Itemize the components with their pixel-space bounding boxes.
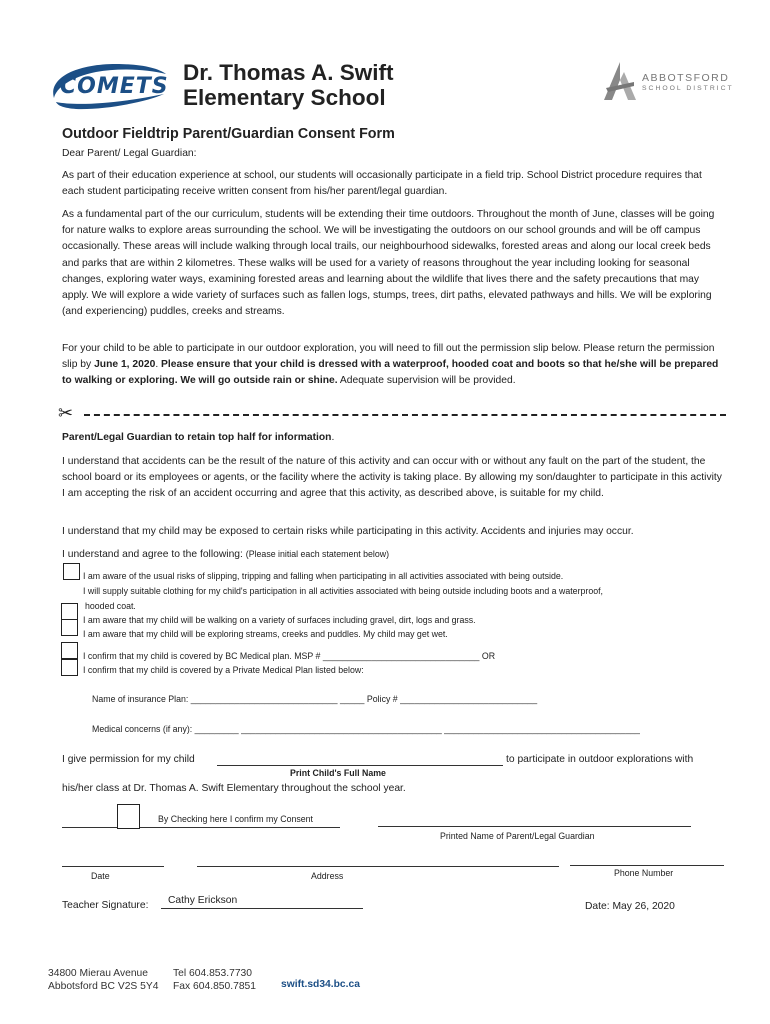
- teacher-name: Cathy Erickson: [168, 895, 238, 906]
- footer-tel: Tel 604.853.7730: [173, 968, 253, 979]
- clothing-requirement: Please ensure that your child is dressed with a waterproof, hooded coat and boots so that he/she will be prepared to walking or exploring. We will go outside rain or shine.: [62, 359, 719, 387]
- retain-note: Parent/Legal Guardian to retain top half for information.: [62, 432, 335, 443]
- agree-intro: I understand and agree to the following: (Please initial each statement below): [62, 549, 390, 560]
- form-title: Outdoor Fieldtrip Parent/Guardian Consent Form: [62, 126, 395, 142]
- understand-risks-paragraph: I understand that my child may be exposed to certain risks while participating in this activity. Accidents and injuries may occur.: [62, 526, 634, 537]
- address-label: Address: [311, 871, 344, 881]
- statement-clothing: I will supply suitable clothing for my child's participation in all activities associated with being outside including boots and a waterproof,: [83, 586, 603, 596]
- school-name-line1: Dr. Thomas A. Swift: [183, 60, 394, 85]
- scissors-icon: ✂: [58, 403, 74, 424]
- statement-streams: I am aware that my child will be exploring streams, creeks and puddles. My child may get wet.: [83, 629, 448, 639]
- cut-line-divider: [84, 414, 726, 416]
- date-field[interactable]: [62, 866, 164, 867]
- consent-checkbox[interactable]: [117, 804, 140, 829]
- date-label: Date: [91, 871, 110, 881]
- footer-fax: Fax 604.850.7851: [173, 981, 257, 992]
- footer-address-line1: 34800 Mierau Avenue: [48, 968, 148, 979]
- permission-end: to participate in outdoor explorations with: [506, 754, 694, 765]
- child-name-caption: Print Child's Full Name: [290, 768, 386, 778]
- initial-box-clothing[interactable]: [61, 603, 78, 620]
- medical-concerns-line[interactable]: Medical concerns (if any): _________ _________________________________________ ________________________________________: [92, 724, 640, 734]
- greeting: Dear Parent/ Legal Guardian:: [62, 148, 197, 159]
- return-date: June 1, 2020: [94, 359, 156, 371]
- statement-slipping: I am aware of the usual risks of slipping, tripping and falling when participating in all activities associated with being outside.: [83, 571, 564, 581]
- statement-msp: I confirm that my child is covered by BC Medical plan. MSP # ________________________________ OR: [83, 651, 496, 661]
- footer-address-line2: Abbotsford BC V2S 5Y4: [48, 981, 159, 992]
- district-logo-icon: [602, 60, 638, 102]
- initial-box-surfaces[interactable]: [61, 619, 78, 636]
- initial-box-streams[interactable]: [61, 642, 78, 659]
- permission-start: I give permission for my child: [62, 754, 195, 765]
- para3-text-1: For your child to be able to participate in our outdoor exploration, you will need to fill out the permission slip below. Please return the permission slip by: [62, 343, 715, 371]
- statement-clothing-cont: hooded coat.: [85, 601, 136, 611]
- statement-surfaces: I am aware that my child will be walking on a variety of surfaces including gravel, dirt, logs and grass.: [83, 615, 476, 625]
- comets-logo-text: COMETS: [60, 74, 169, 99]
- school-name-line2: Elementary School: [183, 85, 386, 110]
- printed-name-field[interactable]: [378, 826, 691, 827]
- signature-date: Date: May 26, 2020: [585, 901, 675, 912]
- printed-name-label: Printed Name of Parent/Legal Guardian: [440, 831, 595, 841]
- comets-logo: [46, 58, 171, 112]
- child-name-field[interactable]: [217, 765, 503, 766]
- intro-paragraph-2: As a fundamental part of the our curriculum, students will be extending their time outdoors. Throughout the month of June, classes will be going for nature walks to explore areas surrounding the school. We will be investigating the outdoors on our school grounds and will be off campus occasionally. These areas will include walking through local trails, our neighbourhood sidewalks, forested areas and along our local creek beds and parks that are within 2 kilometres. These walks will be used for a variety of reasons throughout the year including looking for seasonal changes, exploring water ways, examining forested areas and learning about the wildlife that lives there and the safety precautions that may apply. We will explore a wide variety of surfaces such as fallen logs, stumps, trees, dirt paths, elevated pathways and hills. We will be exploring (and experiencing) puddles, creeks and streams.: [62, 209, 715, 318]
- initial-box-msp[interactable]: [61, 659, 78, 676]
- teacher-signature-label: Teacher Signature:: [62, 900, 149, 911]
- statement-private-plan: I confirm that my child is covered by a Private Medical Plan listed below:: [83, 665, 364, 675]
- consent-label: By Checking here I confirm my Consent: [158, 814, 313, 824]
- footer-website-link[interactable]: swift.sd34.bc.ca: [281, 979, 360, 990]
- consent-signature-line[interactable]: [62, 827, 340, 828]
- permission-line2: his/her class at Dr. Thomas A. Swift Elementary throughout the school year.: [62, 783, 406, 794]
- understand-accidents-paragraph: I understand that accidents can be the result of the nature of this activity and can occur with or without any fault on the part of the student, the school board or its employees or agents, or the facility where the activity is taking place. By allowing my son/daughter to participate in this activity I am accepting the risk of an accident occurring and agree that this activity, as described above, is suitable for my child.: [62, 456, 722, 500]
- intro-paragraph-3: For your child to be able to participate in our outdoor exploration, you will need to fill out the permission slip below. Please return the permission slip by June 1, 2020. Please ensure that your child is dressed with a waterproof, hooded coat and boots so that he/she will be prepared to walking or exploring. We will go outside rain or shine. Adequate supervision will be provided.: [62, 343, 719, 387]
- intro-paragraph-1: As part of their education experience at school, our students will occasionally participate in a field trip. School District procedure requires that each student participating receive written consent from his/her parent/legal guardian.: [62, 170, 702, 198]
- insurance-plan-line[interactable]: Name of insurance Plan: ______________________________ _____ Policy # ____________________________: [92, 694, 538, 704]
- address-field[interactable]: [197, 866, 559, 867]
- initial-box-slipping[interactable]: [63, 563, 80, 580]
- phone-label: Phone Number: [614, 868, 674, 878]
- district-name-line2: SCHOOL DISTRICT: [642, 85, 734, 92]
- agree-note: (Please initial each statement below): [245, 549, 390, 559]
- district-name-line1: ABBOTSFORD: [642, 72, 730, 84]
